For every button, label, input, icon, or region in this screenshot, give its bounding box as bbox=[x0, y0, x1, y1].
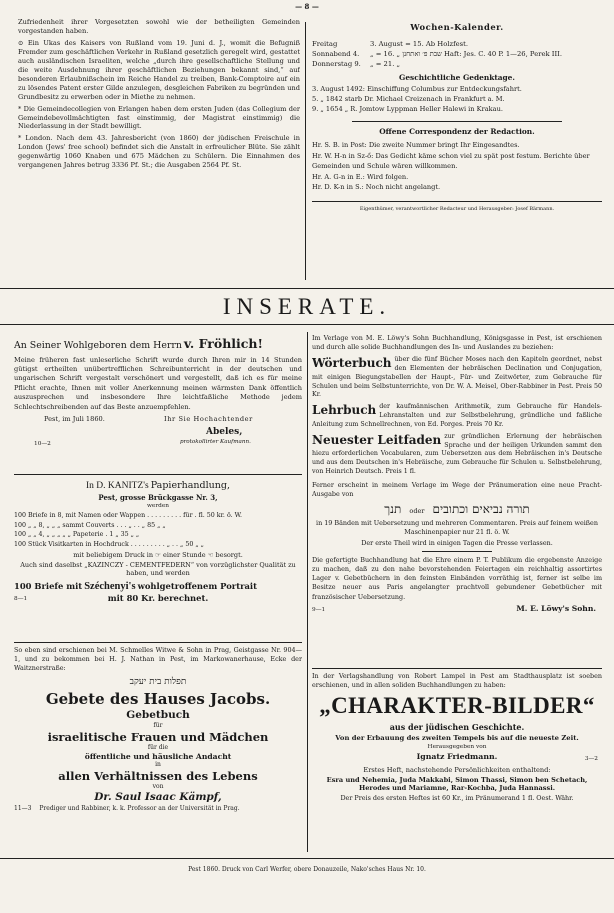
ad-lampel-title: „CHARAKTER-BILDER“ bbox=[319, 693, 595, 719]
ad-loewy-item-text: über die fünf Bücher Moses nach den Kapiteln geordnet, nebst den Elementen der hebräischen Declination und Conjugation, mit einigen Biegungstabellen der Haupt-, Für- und Zeitwörter, zum Gebrauche für Schulen und beim Selbstunterrichte, von Dr. W. A. Meisel, Ober-Rabbiner in Pest. Preis 50 Kr. bbox=[312, 356, 602, 399]
ad-froehlich-closing: Ihr Sie Hochachtender bbox=[164, 414, 253, 423]
ad-kanitz: In D. KANITZ's Papierhandlung, Pest, grosse Brückgasse Nr. 3, werden 100 Briefe in 8, mit Namen oder Wappen . . . . . . . . . für . fl. 50 kr. ö. W. 100 „ „ 8, „ „ „ sammt Couverts . . . „ . . „ 85 „ „ 100 „ „ 4, „ „ „ „ „ Papeterie . 1 „ 35 „ „ 100 Stück Visitkarten in Hochdruck . . . . . . . . . „ . . „ 50 „ „ mit beliebigem Druck in ☞ einer Stunde ☜ besorgt. Auch sind daselbst „KAZINCZY - CEMENTFEDERN“ von vorzüglichster Qualität zu haben, und werden 100 Briefe mit Széchenyi's wohlgetroffenem Portrait 8—1 mit 80 Kr. berechnet. bbox=[14, 480, 302, 640]
calendar-row: Freitag 3. August = 15. Ab Holzfest. bbox=[312, 39, 469, 48]
ad-loewy-item-head: Wörterbuch bbox=[312, 356, 392, 371]
price-row: 100 Briefe in 8, mit Namen oder Wappen . . . . . . . . . für . fl. 50 kr. ö. W. bbox=[14, 511, 242, 519]
news-para: ⊙ Ein Ukas des Kaisers von Rußland vom 19. Juni d. J., womit die Befugniß Fremder zum geschäftlichen Verkehr in Rußland gesetzlich geregelt wird, gestattet auch ausländischen Israeliten, welche „durch ihre gesellschaftliche Stellung und die weite Ausdehnung ihrer geschäftlichen Beziehungen bekannt sind,“ auf besonderen Erlaubnißschein im Reiche Handel zu treiben, Bank-Comptoire auf ein zu lösendes Patent erster Gilde anzulegen, desgleichen Fabriken zu begründen und Grundbesitz zu erwerben oder in Miethe zu nehmen. bbox=[18, 38, 300, 101]
ad-kanitz-head: In D. KANITZ's bbox=[86, 481, 149, 491]
footer-printer: Pest 1860. Druck von Carl Werfer, obere Donauzeile, Nako'sches Haus Nr. 10. bbox=[188, 866, 426, 873]
correspondence-title: Offene Correspondenz der Redaction. bbox=[379, 126, 535, 136]
ad-froehlich-body: Meine früheren fast unleserliche Schrift wurde durch Ihren mir in 14 Stunden gütigst ertheilten unübertrefflichen Schreibunterricht in der deutschen und ungarischen Schrift vergestalt verschönert und vergestellt, daß ich es für meine Pflicht erachte, Ihnen mit voller Anerkennung meinen wärmsten Dank öffentlich auszusprechen und insbesondere Ihre leichtfaßliche Methode jedem Schlechtschreibenden auf das Beste anzuempfehlen. bbox=[14, 355, 302, 411]
calendar-column bbox=[312, 22, 602, 282]
ad-code: 9—1 bbox=[312, 606, 326, 613]
ad-loewy-sign: M. E. Löwy's Sohn. bbox=[516, 603, 596, 613]
ad-froehlich-signer: Abeles, bbox=[206, 426, 243, 437]
ad-froehlich-head: An Seiner Wohlgeboren dem Herrn bbox=[14, 340, 182, 351]
news-column bbox=[18, 18, 300, 280]
ad-gebete-author: Dr. Saul Isaac Kämpf, bbox=[94, 790, 222, 803]
news-para: * London. Nach dem 43. Jahresbericht (von 1860) der jüdischen Freischule in London (Jews' free school) befindet sich die Anstalt in erfreulicher Blüte. Sie zählt gegenwärtig 1060 Knaben und 675 Mädchen zu Schülern. Die Einnahmen des vergangenen Jahres betrug 3336 Pf. St.; die Ausgaben 2564 Pf. St. bbox=[18, 134, 300, 170]
ad-froehlich-title: protokollirter Kaufmann. bbox=[180, 438, 251, 445]
history-row: 3. August 1492: Einschiffung Columbus zur Entdeckungsfahrt. bbox=[312, 85, 522, 94]
ad-kanitz-address: Pest, grosse Brückgasse Nr. 3, bbox=[98, 492, 218, 502]
ad-loewy-item-text: zur gründlichen Erlernung der hebräischen Sprache und der heiligen Urkunden sammt den hiezu erforderlichen Vocabularen, zum Uebersetzen aus dem Hebräischen in's Deutsche und aus dem Deutschen in's Hebräische, zum Gebrauche für Schulen u. Selbstbelehrung, von Heinrich Deutsch. Preis 1 fl. bbox=[312, 432, 602, 475]
ad-loewy: Im Verlage von M. E. Löwy's Sohn Buchhandlung, Königsgasse in Pest, ist erschienen und durch alle solide Buchhandlungen des In- und Auslandes zu beziehen: Wörterbuch über die fünf Bücher Moses nach den Kapiteln geordnet, nebst den Elementen der hebräischen Declination und Conjugation, mit einigen Biegungstabellen der Haupt-, Für- und Zeitwörter, zum Gebrauche für Schulen und beim Selbstunterrichte, von Dr. W. A. Meisel, Ober-Rabbiner in Pest. Preis 50 Kr. Lehrbuch der kaufmännischen Arithmetik, zum Gebrauche für Handels-Lehranstalten und zur Selbstbelehrung, gründliche und faßliche Anleitung zum Schnellrechnen, von Ed. Porges. Preis 70 Kr. Neuester Leitfaden zur gründlichen Erlernung der hebräischen Sprache und der heiligen Urkunden sammt den hiezu erforderlichen Vocabularen, zum Uebersetzen aus dem Hebräischen in's Deutsche und aus dem Deutschen in's Hebräische, zum Gebrauche für Schulen u. Selbstbelehrung, von Heinrich Deutsch. Preis 1 fl. Ferner erscheint in meinem Verlage im Wege der Pränumeration eine neue Pracht-Ausgabe von תנך oder תורה נביאים וכתובים in 19 Bänden mit Uebersetzung und mehreren Commentaren. Preis auf feinem weißen Maschinenpapier nur 21 fl. ö. W. Der erste Theil wird in einigen Tagen die Presse verlassen. Die gefertigte Buchhandlung hat die Ehre einem P. T. Publikum die ergebenste Anzeige zu machen, daß zu den nahe bevorstehenden Feiertagen ein reichhaltig assortirtes Lager v. Gebetbüchern in den feinsten Einbänden vorräthig ist, ferner ist selbe im Besitze neuer aus Paris angelangter prachtvoll gebundener Gebetbücher mit französischer Uebersetzung. 9—1 M. E. Löwy's Sohn. bbox=[312, 334, 602, 613]
ad-gebete-intro: So eben sind erschienen bei M. Schmelles Witwe & Sohn in Prag, Geistgasse Nr. 904—1, und zu bekommen bei H. J. Nathan in Pest, im Markowanerhause, Ecke der Waitznerstraße: bbox=[14, 646, 302, 673]
history-title: Geschichtliche Gedenktage. bbox=[399, 73, 515, 83]
ad-loewy-item-head: Neuester Leitfaden bbox=[312, 432, 442, 447]
ad-froehlich bbox=[14, 336, 302, 471]
ad-gebete: So eben sind erschienen bei M. Schmelles Witwe & Sohn in Prag, Geistgasse Nr. 904—1, und zu bekommen bei H. J. Nathan in Pest, im Markowanerhause, Ecke der Waitznerstraße: תפלות בית יעקב Gebete des Hauses Jacobs. Gebetbuch für israelitische Frauen und Mädchen für die öffentliche und häusliche Andacht in allen Verhältnissen des Lebens von Dr. Saul Isaac Kämpf, 11—3 Prediger und Rabbiner, k. k. Professor an der Universität in Prag. bbox=[14, 646, 302, 812]
owner-line: Eigenthümer, verantwortlicher Redacteur und Herausgeber: Josef Bärmann. bbox=[359, 205, 555, 212]
page-number: — 8 — bbox=[295, 2, 319, 11]
history-row: 5. „ 1842 starb Dr. Michael Creizenach in Frankfurt a. M. bbox=[312, 95, 505, 104]
ad-loewy-item-head: Lehrbuch bbox=[312, 403, 377, 418]
history-row: 9. „ 1654 „ R. Jomtow Lyppman Heller Halewi in Krakau. bbox=[312, 105, 503, 114]
ad-lampel-intro: In der Verlagshandlung von Robert Lampel in Pest am Stadthausplatz ist soeben erschienen, und in allen soliden Buchhandlungen zu haben: bbox=[312, 672, 602, 690]
ad-loewy-item-text: der kaufmännischen Arithmetik, zum Gebrauche für Handels-Lehranstalten und zur Selbstbelehrung, gründliche und faßliche Anleitung zum Schnellrechnen, von Ed. Porges. Preis 70 Kr. bbox=[312, 403, 602, 428]
calendar-row: Sonnabend 4. „ = 16. „ שבת פ׳ ואתחנן Haft: Jes. C. 40 P. 1—26, Perek III. bbox=[312, 49, 562, 58]
inserate-heading: INSERATE. bbox=[222, 294, 392, 319]
correspondence-line: Hr. D. K-n in S.: Noch nicht angelangt. bbox=[312, 183, 441, 192]
calendar-row: Donnerstag 9. „ = 21. „ bbox=[312, 59, 401, 68]
news-para: Zufriedenheit ihrer Vorgesetzten sowohl wie der betheiligten Gemeinden vorgestanden haben. bbox=[18, 18, 300, 35]
price-row: 100 „ „ 4, „ „ „ „ „ Papeterie . 1 „ 35 „ „ bbox=[14, 531, 140, 539]
ad-gebete-title: Gebete des Hauses Jacobs. bbox=[45, 689, 271, 708]
ad-loewy-intro: Im Verlage von M. E. Löwy's Sohn Buchhandlung, Königsgasse in Pest, ist erschienen und durch alle solide Buchhandlungen des In- und Auslandes zu beziehen: bbox=[312, 334, 602, 352]
ad-froehlich-place: Pest, im Juli 1860. bbox=[44, 414, 105, 423]
ad-code: 8—1 bbox=[14, 596, 28, 603]
ad-froehlich-name: v. Fröhlich! bbox=[183, 336, 263, 351]
news-para: * Die Gemeindecollegien von Erlangen haben dem ersten Juden (das Collegium der Gemeindebevollmächtigten fast einstimmig, der Magistrat einstimmig) die Niederlassung in der Stadt bewilligt. bbox=[18, 104, 300, 131]
ad-gebete-hebrew: תפלות בית יעקב bbox=[129, 677, 187, 688]
correspondence-line: Hr. S. B. in Post: Die zweite Nummer bringt Ihr Eingesandtes. bbox=[312, 141, 520, 150]
calendar-title: Wochen-Kalender. bbox=[410, 22, 504, 32]
ad-code: 3—2 bbox=[584, 755, 598, 762]
price-row: 100 „ „ 8, „ „ „ sammt Couverts . . . „ . . „ 85 „ „ bbox=[14, 521, 166, 529]
correspondence-line: Hr. A. G-n in E.: Wird folgen. bbox=[312, 172, 409, 181]
ad-code: 11—3 bbox=[14, 804, 32, 812]
ad-lampel: In der Verlagshandlung von Robert Lampel in Pest am Stadthausplatz ist soeben erschienen, und in allen soliden Buchhandlungen zu haben: „CHARAKTER-BILDER“ aus der jüdischen Geschichte. Von der Erbauung des zweiten Tempels bis auf die neueste Zeit. Herausgegeben von Ignatz Friedmann. 3—2 Erstes Heft, nachstehende Persönlichkeiten enthaltend: Esra und Nehemia, Juda Makkabi, Simon Thassi, Simon ben Schetach, Herodes und Mariamne, Rar-Kochba, Juda Hannassi. Der Preis des ersten Heftes ist 60 Kr., im Pränumerand 1 fl. Oest. Währ. bbox=[312, 672, 602, 803]
ad-code: 10—2 bbox=[34, 440, 51, 447]
price-row: 100 Stück Visitkarten in Hochdruck . . . . . . . . . „ . . „ 50 „ „ bbox=[14, 541, 204, 549]
ad-lampel-author: Ignatz Friedmann. bbox=[416, 751, 498, 761]
correspondence-line: Hr. W. H-n in Sz-ő: Das Gedicht käme schon viel zu spät post festum. Berichte über Gemeinden und Schule wären willkommen. bbox=[312, 151, 590, 171]
